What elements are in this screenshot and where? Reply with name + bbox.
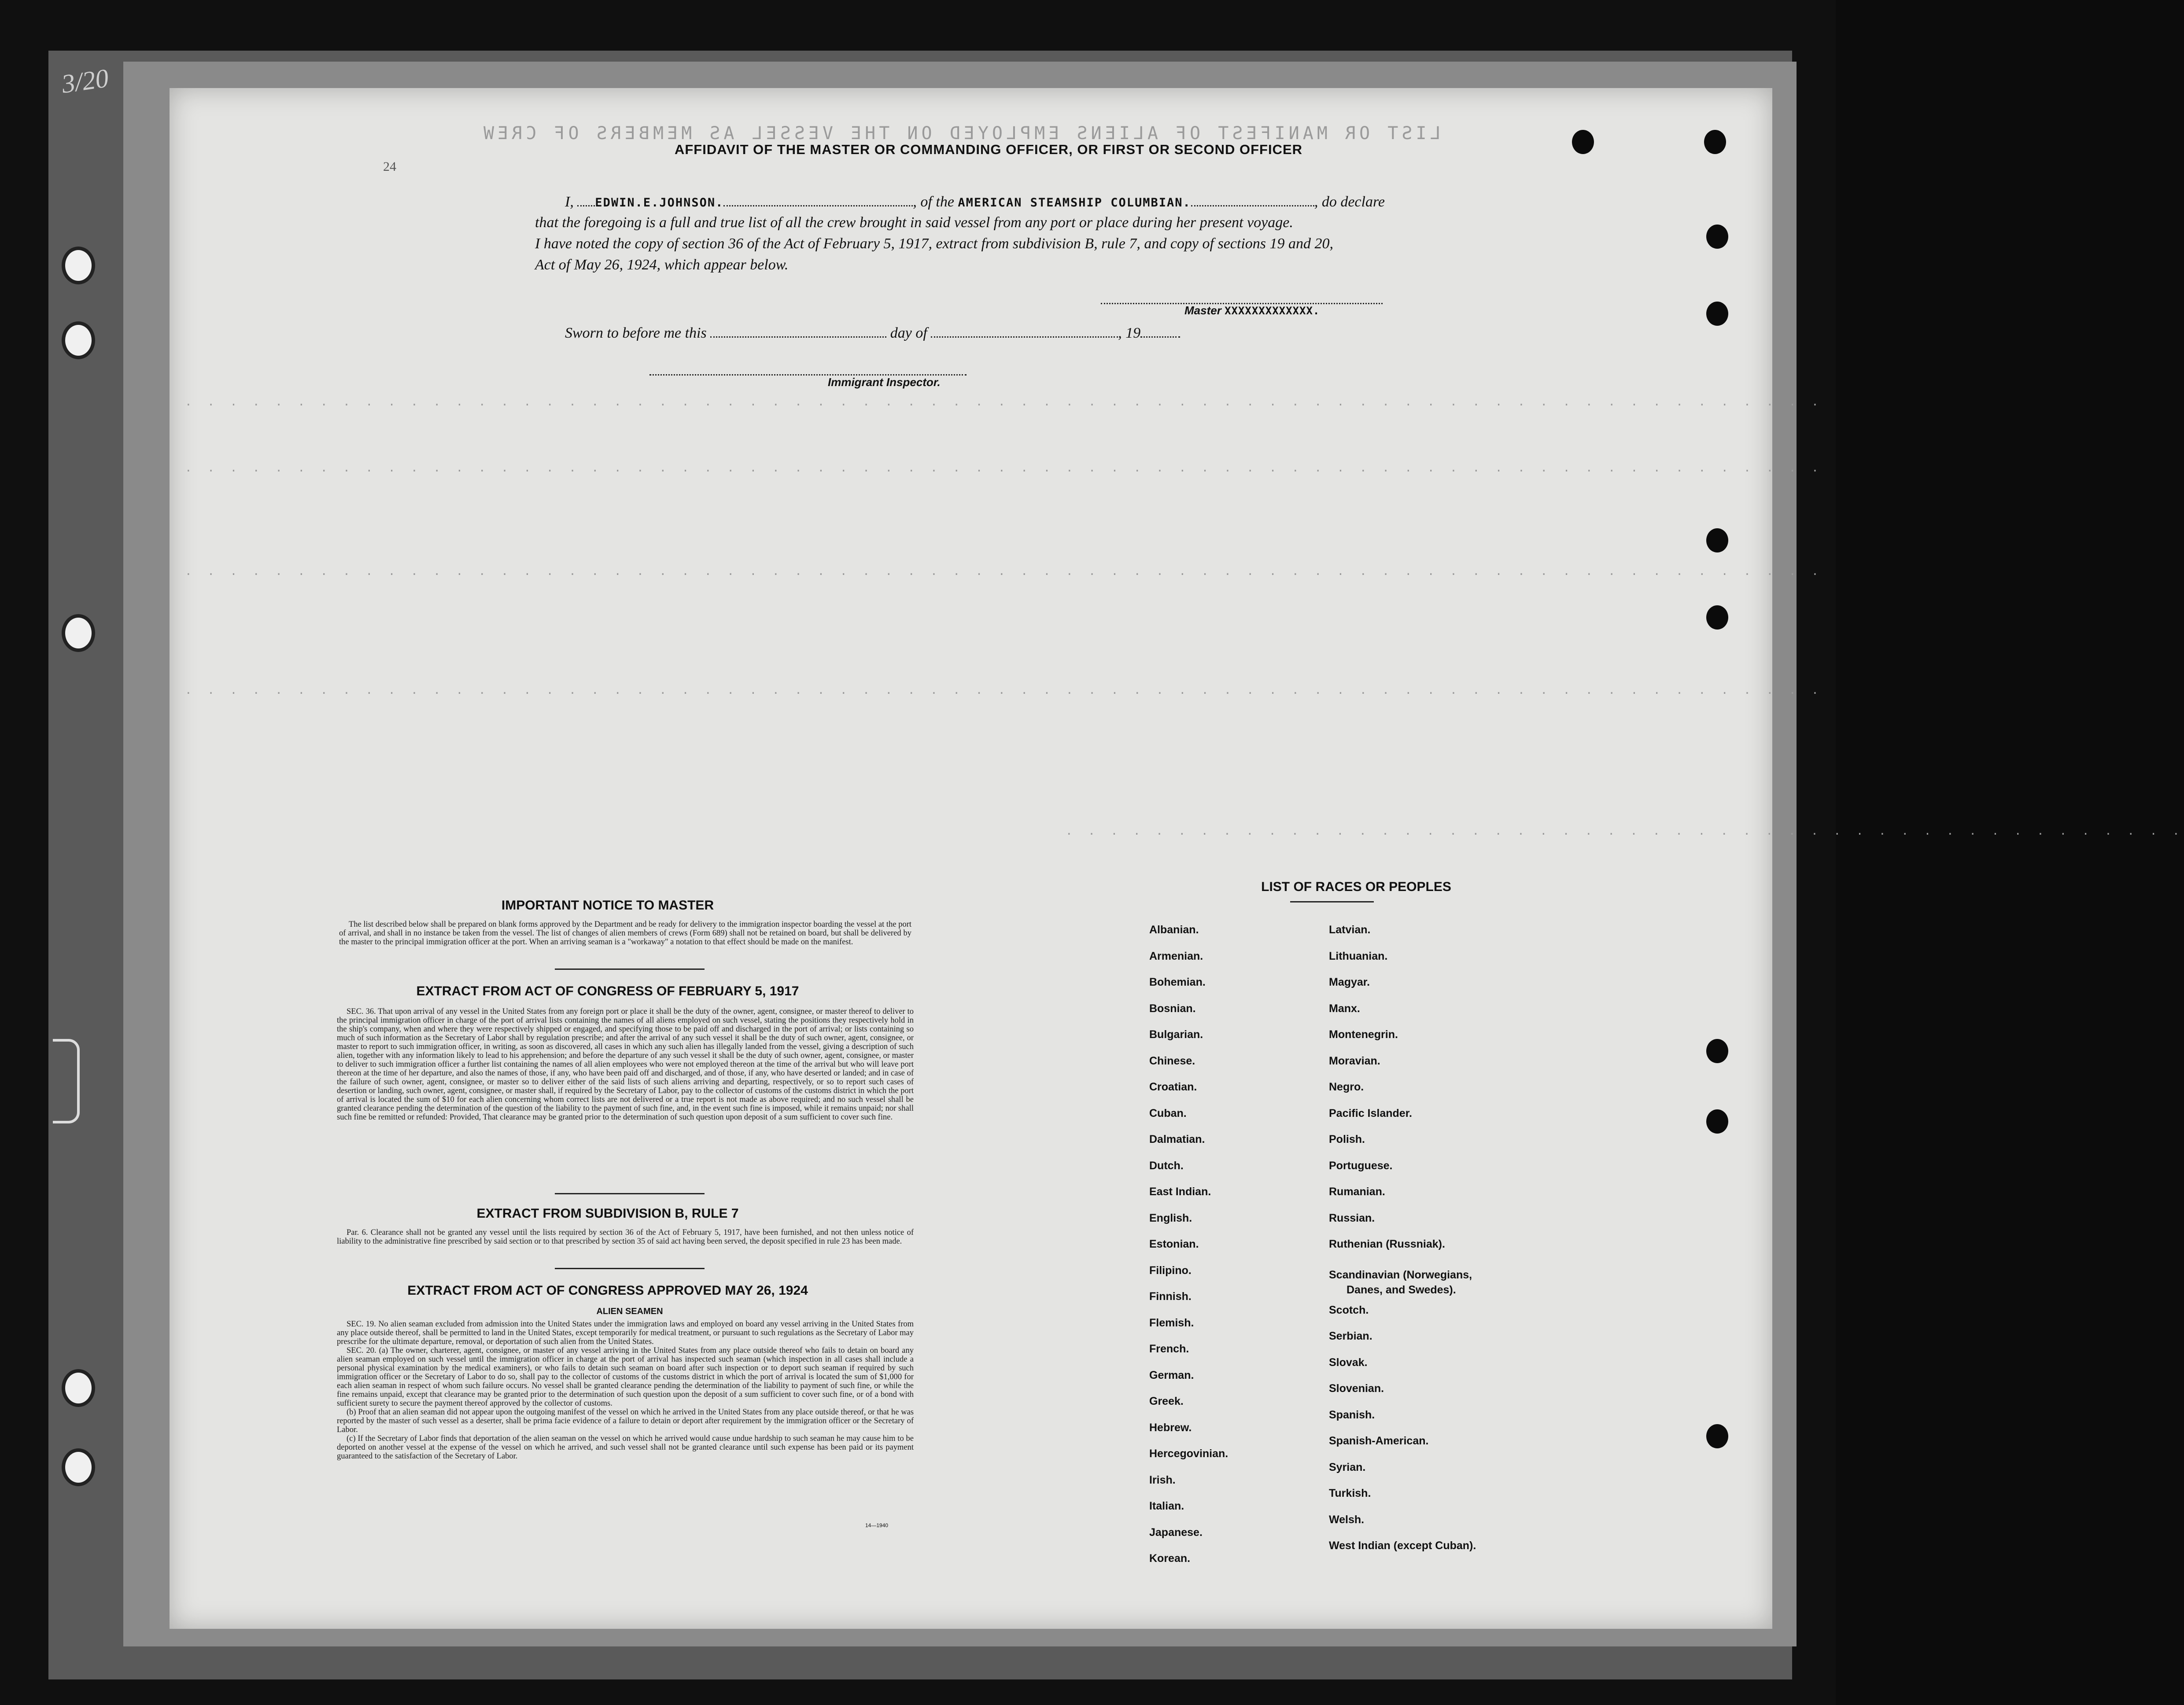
extract-1917-heading: EXTRACT FROM ACT OF CONGRESS OF FEBRUARY 5, 1917 (416, 984, 799, 998)
corner-annotation: 3/20 (59, 63, 111, 99)
punch-hole-icon (1706, 1039, 1728, 1063)
binder-ring-icon (62, 321, 95, 359)
race-item: Syrian. (1329, 1461, 1366, 1473)
race-item: Lithuanian. (1329, 950, 1388, 962)
race-item: Russian. (1329, 1212, 1375, 1224)
race-item: Pacific Islander. (1329, 1107, 1412, 1119)
master-name: EDWIN.E.JOHNSON. (595, 196, 724, 210)
dotted-fill (1140, 328, 1180, 338)
master-text: Master (1184, 304, 1221, 317)
sec20a-text: SEC. 20. (a) The owner, charterer, agent, consignee, or master of any vessel arriving in the United States from any place outside thereof who fails to detain on board any alien seaman employed on such vessel until the immigration officer in charge at the port of arrival has inspected such seaman (which inspection in all cases shall include a personal physical examination by the medical examiners), or who fails to detain such seaman on board after such inspection or to deport such seaman if required by such immigration officer or the Secretary of Labor to do so, shall pay to the collector of customs of the customs district in which the port of arrival is located the sum of $1,000 for each alien seaman in respect of whom such failure occurs. No vessel shall be granted clearance pending the determination of the liability to payment of such fine, or while the fine remains unpaid, except that clearance may be granted prior to the determination of such question upon the deposit of a sum sufficient to cover such fine, or of a bond with sufficient surety to secure the payment thereof approved by the collector of customs. (337, 1346, 914, 1408)
race-item: Portuguese. (1329, 1159, 1393, 1172)
extract-rule7-heading: EXTRACT FROM SUBDIVISION B, RULE 7 (476, 1206, 739, 1221)
race-item: Bohemian. (1149, 976, 1206, 988)
struck-title: XXXXXXXXXXXXX. (1225, 305, 1320, 317)
bleed-through-title: LIST OR MANIFEST OF ALIENS EMPLOYED ON THE VESSEL AS MEMBERS OF CREW (480, 123, 1441, 144)
binder-ring-icon (62, 247, 95, 284)
punch-hole-icon (1706, 1109, 1728, 1134)
punch-hole-icon (1706, 1424, 1728, 1448)
race-item: Italian. (1149, 1500, 1184, 1512)
vessel-name: AMERICAN STEAMSHIP COLUMBIAN. (958, 196, 1191, 210)
divider (555, 1193, 705, 1194)
master-label (1184, 304, 1320, 317)
punch-hole-icon (1706, 528, 1728, 552)
pronoun: I, (565, 194, 574, 210)
race-item: Spanish-American. (1329, 1435, 1429, 1447)
bleed-through-row: · · · · · · · · · · · · · · · · · · · · · · · · · · · · · · · · · · · · · · · · · · · · · · · · · · · · · · · · · · · · · · · · · · · · · · · · · (185, 464, 1823, 478)
affidavit-line-4: Act of May 26, 1924, which appear below. (535, 257, 789, 273)
race-item: Latvian. (1329, 924, 1371, 936)
binder-ring-icon (62, 614, 95, 652)
punch-hole-icon (1706, 225, 1728, 249)
notice-heading: IMPORTANT NOTICE TO MASTER (501, 898, 714, 913)
race-item: Croatian. (1149, 1081, 1197, 1093)
affidavit-line-1 (565, 194, 1385, 210)
sworn-text: Sworn to before me this (565, 325, 707, 341)
punch-hole-icon (1706, 302, 1728, 326)
bleed-through-row: · · · · · · · · · · · · · · · · · · · · · · · · · · · · · · · · · · · · · · · · · · · · · · · · · · (1066, 828, 2184, 841)
race-item: Cuban. (1149, 1107, 1187, 1119)
race-item: Chinese. (1149, 1054, 1195, 1067)
punch-hole-icon (1704, 130, 1726, 154)
race-item: Bulgarian. (1149, 1028, 1203, 1041)
race-item: Manx. (1329, 1002, 1360, 1015)
affidavit-line-2: that the foregoing is a full and true list of all the crew brought in said vessel from any port or place during her present voyage. (535, 214, 1293, 231)
races-column-1 (1149, 924, 1228, 1579)
page-mark: 24 (383, 159, 396, 174)
extract-rule7-paragraph (337, 1228, 914, 1246)
races-column-2 (1329, 924, 1476, 1566)
race-item: Hercegovinian. (1149, 1447, 1228, 1460)
dotted-fill (931, 328, 1118, 338)
races-title: LIST OF RACES OR PEOPLES (1261, 880, 1451, 894)
race-item: Dutch. (1149, 1159, 1184, 1172)
race-item: Negro. (1329, 1081, 1364, 1093)
sec20b-text: (b) Proof that an alien seaman did not appear upon the outgoing manifest of the vessel on which he arrived in the United States from any place outside thereof, or that he was reported by the master of such vessel as a deserter, shall be prima facie evidence of a failure to detain or deport after requirement by the immigration officer or the Secretary of Labor. (337, 1408, 914, 1434)
race-item: Armenian. (1149, 950, 1203, 962)
of-the-text: , of the (913, 194, 954, 210)
inspector-label: Immigrant Inspector. (828, 376, 941, 389)
binder-ring-icon (62, 1369, 95, 1407)
race-item: Montenegrin. (1329, 1028, 1398, 1041)
race-item: West Indian (except Cuban). (1329, 1539, 1476, 1552)
races-title-underline (1290, 901, 1374, 902)
race-item: Finnish. (1149, 1290, 1192, 1303)
form-number: 14—1940 (865, 1522, 889, 1528)
binder-tab (53, 1039, 80, 1123)
race-item: Greek. (1149, 1395, 1184, 1407)
race-item: Estonian. (1149, 1238, 1199, 1250)
race-item: Danes, and Swedes). (1347, 1283, 1456, 1296)
race-item: Korean. (1149, 1552, 1191, 1565)
race-item: Dalmatian. (1149, 1133, 1205, 1145)
race-item: German. (1149, 1369, 1194, 1381)
race-item: Serbian. (1329, 1330, 1372, 1342)
race-item: Slovak. (1329, 1356, 1368, 1369)
race-item: Hebrew. (1149, 1421, 1192, 1434)
race-item: Rumanian. (1329, 1186, 1385, 1198)
declare-text: , do declare (1314, 194, 1385, 210)
alien-seamen-subheading: ALIEN SEAMEN (596, 1307, 663, 1316)
race-item: Moravian. (1329, 1054, 1380, 1067)
race-item: Welsh. (1329, 1513, 1365, 1526)
dotted-fill (710, 328, 886, 338)
bleed-through-row: · · · · · · · · · · · · · · · · · · · · · · · · · · · · · · · · · · · · · · · · · · · · · · · · · · · · · · · · · · · · · · · · · · · · · · · · · (185, 687, 1823, 700)
bleed-through-row: · · · · · · · · · · · · · · · · · · · · · · · · · · · · · · · · · · · · · · · · · · · · · · · · · · · · · · · · · · · · · · · · · · · · · · · · · (185, 398, 1823, 412)
race-item: Japanese. (1149, 1526, 1203, 1539)
race-item: Irish. (1149, 1473, 1176, 1486)
day-of-text: day of (890, 325, 927, 341)
punch-hole-icon (1572, 130, 1594, 154)
race-item: Scandinavian (Norwegians, (1329, 1268, 1472, 1281)
sec20c-text: (c) If the Secretary of Labor finds that deportation of the alien seaman on the vessel on which he arrived would cause undue hardship to such seaman he may cause him to be deported on another vessel at the expense of the vessel on which he arrived, and such vessel shall not be granted clearance until such expense has been paid or its payment guaranteed to the satisfaction of the Secretary of Labor. (337, 1434, 914, 1461)
race-item: Flemish. (1149, 1316, 1194, 1329)
divider (555, 968, 705, 970)
race-item: English. (1149, 1212, 1192, 1224)
race-item: Scotch. (1329, 1304, 1369, 1316)
dotted-fill (577, 197, 595, 206)
punch-hole-icon (1706, 605, 1728, 630)
page-title: AFFIDAVIT OF THE MASTER OR COMMANDING OFFICER, OR FIRST OR SECOND OFFICER (674, 142, 1303, 157)
race-item: East Indian. (1149, 1186, 1211, 1198)
race-item: French. (1149, 1343, 1189, 1355)
sec19-text: SEC. 19. No alien seaman excluded from admission into the United States under the immigration laws and employed on board any vessel arriving in the United States from any place outside thereof, shall be permitted to land in the United States, except temporarily for medical treatment, or pursuant to such regulations as the Secretary of Labor may prescribe for the ultimate departure, removal, or deportation of such alien from the United States. (337, 1320, 914, 1346)
divider (555, 1268, 705, 1269)
race-item: Slovenian. (1329, 1382, 1384, 1395)
extract-1924-paragraph (337, 1320, 914, 1461)
dotted-fill (723, 197, 913, 206)
race-item: Albanian. (1149, 924, 1199, 936)
race-item: Bosnian. (1149, 1002, 1196, 1015)
race-item: Polish. (1329, 1133, 1365, 1145)
dotted-fill (1191, 197, 1314, 206)
year-text: , 19 (1118, 325, 1141, 341)
extract-1917-text: SEC. 36. That upon arrival of any vessel in the United States from any foreign port or place it shall be the duty of the owner, agent, consignee, or master thereof to deliver to the principal immigration officer in charge of the port of arrival lists containing the names of all aliens employed on such vessel, stating the positions they respectively hold in the ship's company, when and where they were respectively shipped or engaged, and specifying those to be paid off and discharged in the port of arrival; or lists containing so much of such information as the Secretary of Labor shall by regulation prescribe; and after the arrival of any such vessel it shall be the duty of such owner, agent, consignee, or master to report to such immigration officer, in writing, as soon as discovered, all cases in which any such alien has illegally landed from the vessel, giving a description of such alien, together with any information likely to lead to his apprehension; and before the departure of any such vessel it shall be the duty of such owner, agent, consignee, or master to deliver to such immigration officer a further list containing the names of all alien employees who were not employed thereon at the time of the arrival but who will leave port thereon at the time of her departure, and also the names of those, if any, who have been paid off and discharged, and of those, if any, who have deserted or landed; and in case of the failure of such owner, agent, consignee, or master so to deliver either of the said lists of such aliens arriving and departing, respectively, or so to report such cases of desertion or landing, such owner, agent, consignee, or master shall, if required by the Secretary of Labor, pay to the collector of customs of the customs district in which the port of arrival is located the sum of $10 for each alien concerning whom correct lists are not delivered or a true report is not made as above required; and no such vessel shall be granted clearance pending the determination of the question of the liability to the payment of such fine, and, in the event such fine is imposed, while it remains unpaid; nor shall such fine be remitted or refunded: Provided, That clearance may be granted prior to the determination of such question upon deposit of a sum sufficient to cover such fine. (337, 1007, 914, 1122)
affidavit-line-3: I have noted the copy of section 36 of the Act of February 5, 1917, extract from subdivision B, rule 7, and copy of sections 19 and 20, (535, 236, 1334, 252)
race-item: Magyar. (1329, 976, 1370, 988)
binder-ring-icon (62, 1448, 95, 1486)
extract-rule7-text: Par. 6. Clearance shall not be granted any vessel until the lists required by section 36 of the Act of February 5, 1917, have been furnished, and not then unless notice of liability to the administrative fine prescribed by said section or to that prescribed by section 35 of said act having been served, the deposit specified in rule 23 has been made. (337, 1228, 914, 1246)
race-item: Filipino. (1149, 1264, 1192, 1277)
sworn-line (565, 325, 1180, 342)
notice-paragraph (339, 920, 911, 946)
notice-text: The list described below shall be prepared on blank forms approved by the Department and be ready for delivery to the immigration inspector boarding the vessel at the port of arrival, and shall in no instance be taken from the vessel. The list of changes of alien members of crews (Form 689) shall not be retained on board, but shall be delivered by the master to the principal immigration officer at the port. When an arriving seaman is a "workaway" a notation to that effect should be made on the manifest. (339, 920, 911, 946)
extract-1917-paragraph (337, 1007, 914, 1122)
race-item: Spanish. (1329, 1408, 1375, 1421)
extract-1924-heading: EXTRACT FROM ACT OF CONGRESS APPROVED MAY 26, 1924 (407, 1283, 808, 1298)
bleed-through-row: · · · · · · · · · · · · · · · · · · · · · · · · · · · · · · · · · · · · · · · · · · · · · · · · · · · · · · · · · · · · · · · · · · · · · · · · · (185, 568, 1823, 581)
race-item: Ruthenian (Russniak). (1329, 1238, 1445, 1250)
race-item: Turkish. (1329, 1487, 1371, 1499)
